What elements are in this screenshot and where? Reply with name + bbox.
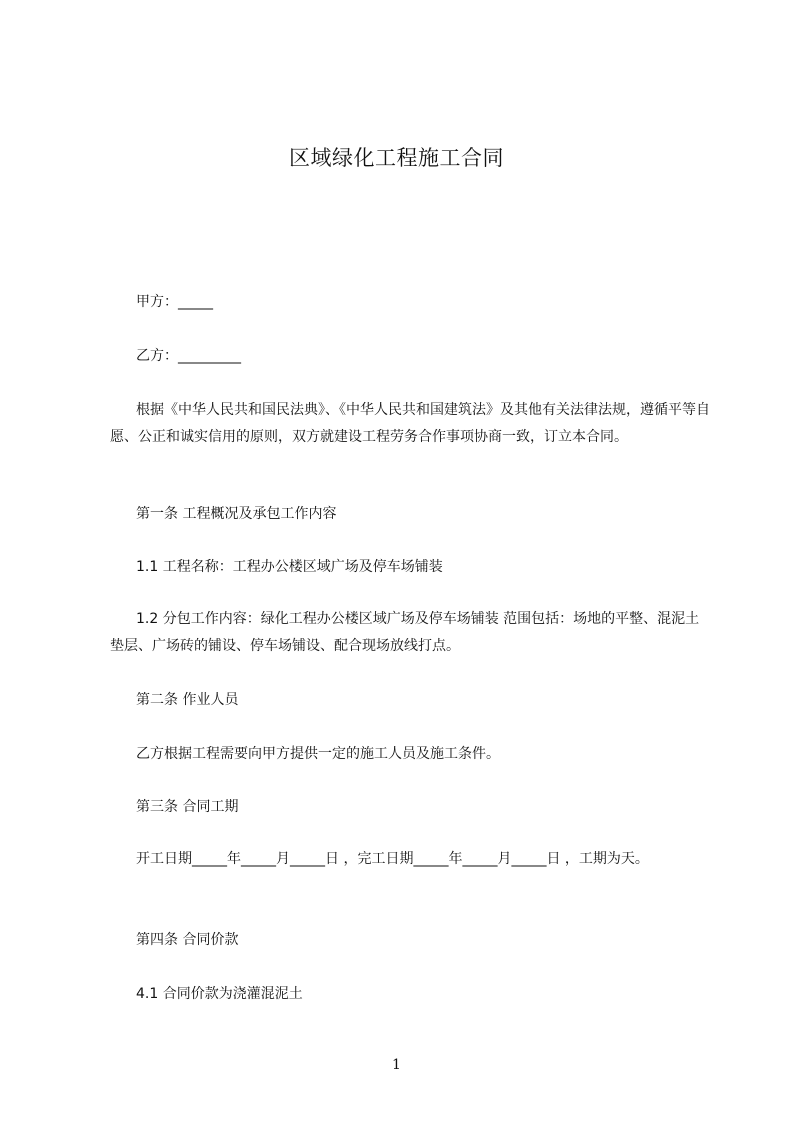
article-2-heading: 第二条 作业人员 xyxy=(136,692,239,708)
article-1-heading: 第一条 工程概况及承包工作内容 xyxy=(136,506,337,522)
preamble-paragraph: 根据《中华人民共和国民法典》、《中华人民共和国建筑法》及其他有关法律法规，遵循平等自愿、公正和诚实信用的原则，双方就建设工程劳务合作事项协商一致，订立本合同。 xyxy=(110,402,710,445)
clause-4-1: 4.1 合同价款为浇灌混泥土 xyxy=(136,986,303,1002)
party-b-line: 乙方：_________ xyxy=(136,348,241,364)
article-3-text: 开工日期_____年_____月_____日 ，完工日期_____年_____月_____日 ，工期为天。 xyxy=(136,851,649,867)
page-number: 1 xyxy=(392,1057,401,1073)
article-3-heading: 第三条 合同工期 xyxy=(136,799,239,815)
party-a-line: 甲方：_____ xyxy=(136,294,213,310)
article-4-heading: 第四条 合同价款 xyxy=(136,932,239,948)
clause-1-1: 1.1 工程名称：工程办公楼区域广场及停车场铺装 xyxy=(136,559,443,575)
article-2-text: 乙方根据工程需要向甲方提供一定的施工人员及施工条件。 xyxy=(136,746,500,762)
document-title: 区域绿化工程施工合同 xyxy=(289,146,504,170)
clause-1-2: 1.2 分包工作内容：绿化工程办公楼区域广场及停车场铺装 范围包括：场地的平整、混泥土垫层、广场砖的铺设、停车场铺设、配合现场放线打点。 xyxy=(110,611,700,654)
